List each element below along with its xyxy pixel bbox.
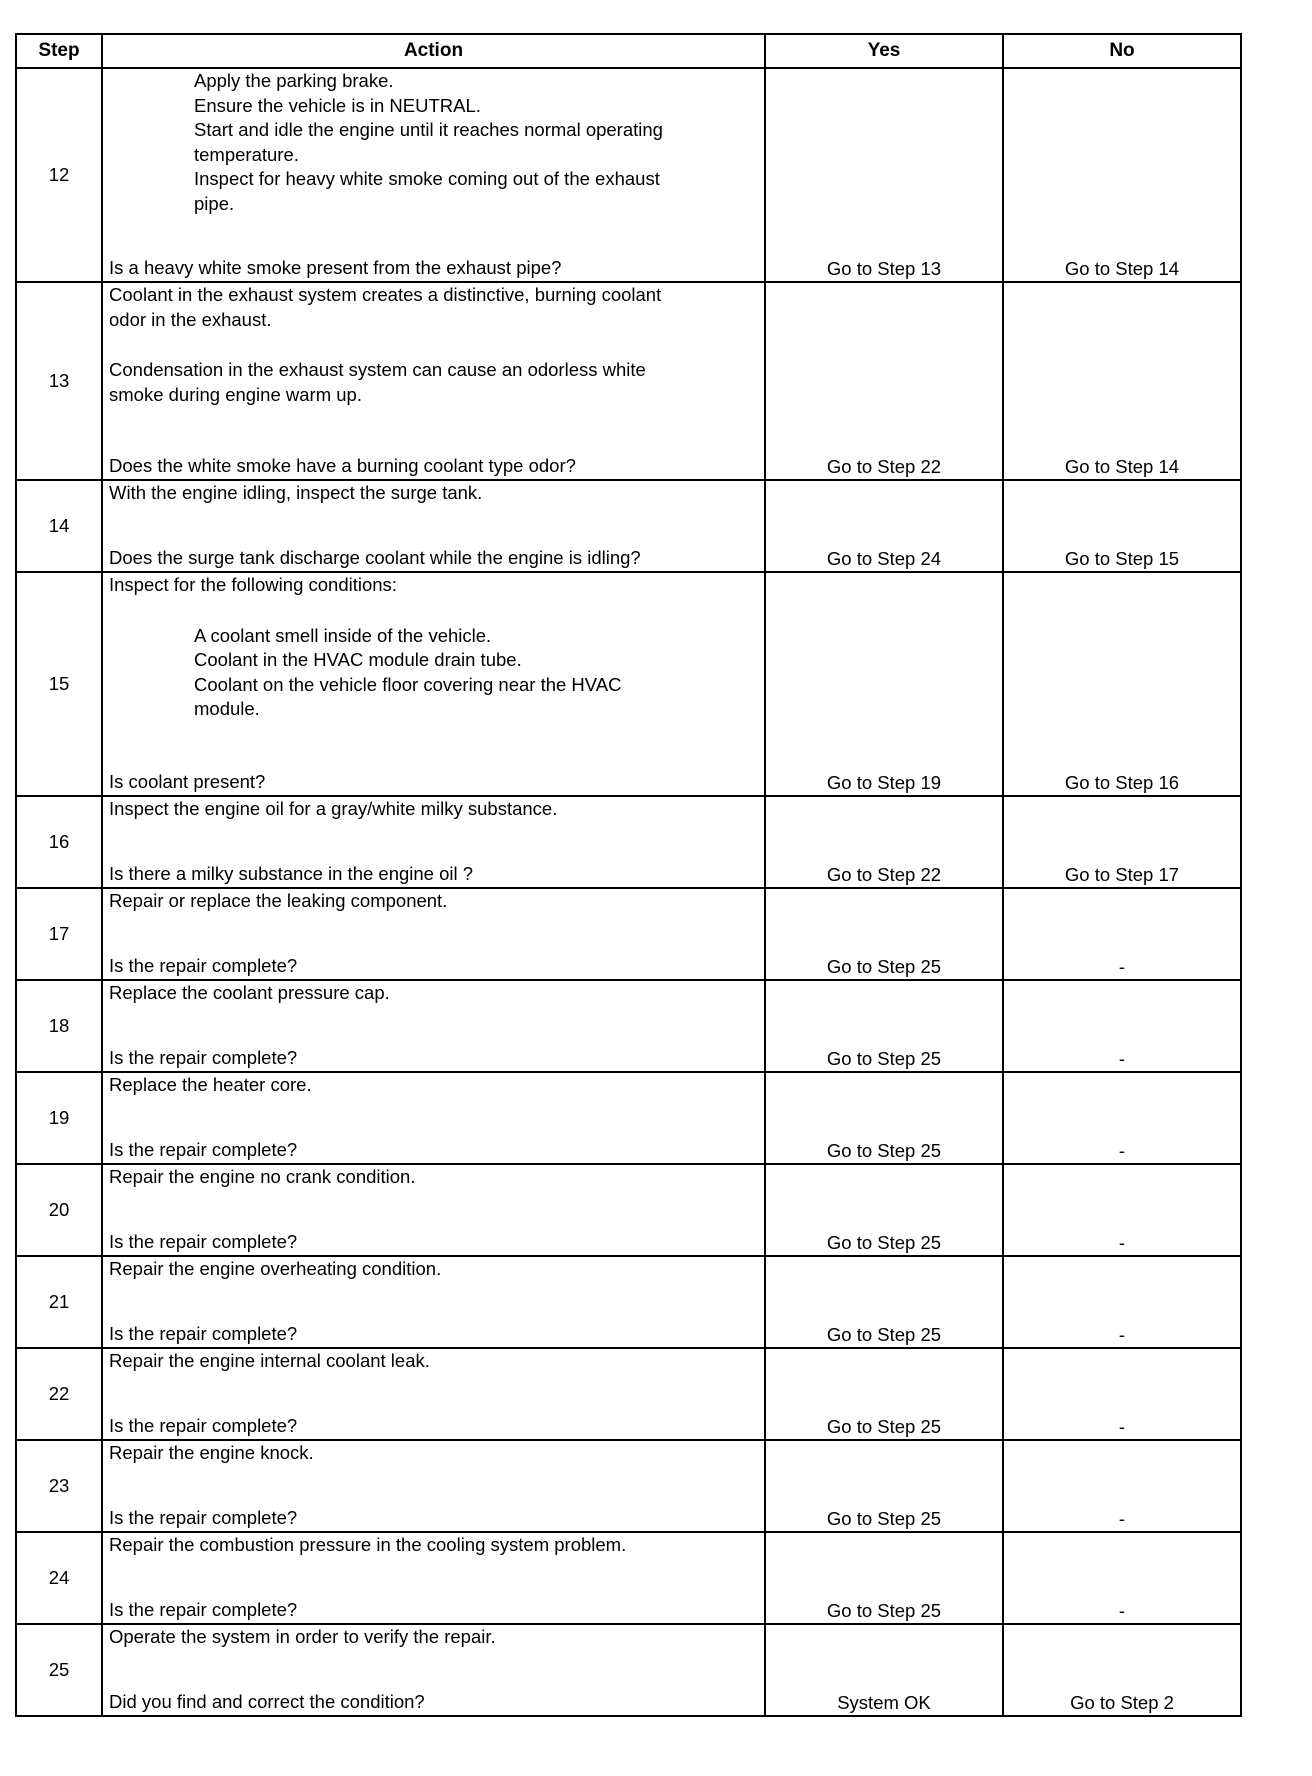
yes-result: Go to Step 25 <box>765 1256 1003 1348</box>
no-result: - <box>1003 1164 1241 1256</box>
action-line: temperature. <box>194 143 299 165</box>
action-content <box>103 283 764 478</box>
action-question: Is a heavy white smoke present from the exhaust pipe? <box>109 256 562 278</box>
no-result: - <box>1003 1532 1241 1624</box>
table-row <box>16 282 1241 480</box>
action-question: Is the repair complete? <box>109 1230 298 1252</box>
action-content <box>103 1349 764 1438</box>
yes-result: Go to Step 13 <box>765 68 1003 282</box>
action-line: pipe. <box>194 192 235 214</box>
action-line: Coolant in the exhaust system creates a distinctive, burning coolant <box>109 284 662 305</box>
action-cell <box>102 1532 765 1624</box>
action-line: Inspect the engine oil for a gray/white milky substance. <box>109 798 558 819</box>
action-cell <box>102 68 765 282</box>
yes-result: Go to Step 25 <box>765 1164 1003 1256</box>
no-result: - <box>1003 1440 1241 1532</box>
table-row <box>16 480 1241 572</box>
yes-result: Go to Step 25 <box>765 980 1003 1072</box>
action-cell <box>102 1072 765 1164</box>
action-cell <box>102 980 765 1072</box>
action-line: Repair or replace the leaking component. <box>109 890 448 911</box>
action-line: Apply the parking brake. <box>194 70 394 91</box>
action-question: Did you find and correct the condition? <box>109 1690 425 1712</box>
action-content <box>103 1533 764 1622</box>
action-line: Repair the engine no crank condition. <box>109 1166 416 1187</box>
action-cell <box>102 1348 765 1440</box>
action-content <box>103 797 764 886</box>
action-line: Replace the coolant pressure cap. <box>109 982 390 1003</box>
no-result: Go to Step 15 <box>1003 480 1241 572</box>
yes-result: Go to Step 19 <box>765 572 1003 796</box>
no-result: Go to Step 17 <box>1003 796 1241 888</box>
yes-result: Go to Step 25 <box>765 888 1003 980</box>
action-question: Is there a milky substance in the engine oil ? <box>109 862 474 884</box>
action-content <box>103 1073 764 1162</box>
action-line: Repair the combustion pressure in the cooling system problem. <box>109 1534 627 1555</box>
step-number: 22 <box>16 1348 102 1440</box>
action-content <box>103 1257 764 1346</box>
action-cell <box>102 572 765 796</box>
action-cell <box>102 796 765 888</box>
header-action: Action <box>102 34 765 68</box>
action-line: Operate the system in order to verify the repair. <box>109 1626 496 1647</box>
header-step: Step <box>16 34 102 68</box>
action-line: odor in the exhaust. <box>109 308 272 330</box>
step-number: 25 <box>16 1624 102 1716</box>
action-content <box>103 573 764 794</box>
no-result: - <box>1003 888 1241 980</box>
action-line: smoke during engine warm up. <box>109 383 362 405</box>
action-question: Does the white smoke have a burning coolant type odor? <box>109 454 576 476</box>
action-line: With the engine idling, inspect the surge tank. <box>109 482 483 503</box>
no-result: Go to Step 16 <box>1003 572 1241 796</box>
table-row <box>16 572 1241 796</box>
diagnostic-table <box>15 33 1242 1717</box>
action-line <box>103 598 764 600</box>
header-row <box>16 34 1241 68</box>
action-cell <box>102 1440 765 1532</box>
action-question: Is the repair complete? <box>109 954 298 976</box>
table-row <box>16 1164 1241 1256</box>
action-question: Is the repair complete? <box>109 1138 298 1160</box>
header-no: No <box>1003 34 1241 68</box>
action-content <box>103 1165 764 1254</box>
no-result: Go to Step 2 <box>1003 1624 1241 1716</box>
no-result: Go to Step 14 <box>1003 282 1241 480</box>
action-content <box>103 69 764 280</box>
action-cell <box>102 888 765 980</box>
action-question: Is the repair complete? <box>109 1506 298 1528</box>
action-content <box>103 1441 764 1530</box>
action-content <box>103 481 764 570</box>
table-row <box>16 1072 1241 1164</box>
table-row <box>16 1256 1241 1348</box>
action-question: Is the repair complete? <box>109 1322 298 1344</box>
action-line: Ensure the vehicle is in NEUTRAL. <box>194 94 481 116</box>
step-number: 14 <box>16 480 102 572</box>
step-number: 12 <box>16 68 102 282</box>
yes-result: Go to Step 24 <box>765 480 1003 572</box>
action-line <box>103 332 764 334</box>
yes-result: Go to Step 25 <box>765 1532 1003 1624</box>
yes-result: Go to Step 22 <box>765 796 1003 888</box>
table-row <box>16 888 1241 980</box>
step-number: 17 <box>16 888 102 980</box>
yes-result: System OK <box>765 1624 1003 1716</box>
yes-result: Go to Step 25 <box>765 1348 1003 1440</box>
action-line: Replace the heater core. <box>109 1074 312 1095</box>
action-cell <box>102 1256 765 1348</box>
action-question: Is the repair complete? <box>109 1414 298 1436</box>
action-content <box>103 981 764 1070</box>
table-row <box>16 980 1241 1072</box>
no-result: - <box>1003 1348 1241 1440</box>
action-line: Condensation in the exhaust system can cause an odorless white <box>109 359 646 380</box>
table-row <box>16 1348 1241 1440</box>
table-row <box>16 68 1241 282</box>
step-number: 23 <box>16 1440 102 1532</box>
action-line: Inspect for the following conditions: <box>109 574 397 595</box>
action-line: Inspect for heavy white smoke coming out of the exhaust <box>194 168 660 189</box>
table-row <box>16 1532 1241 1624</box>
no-result: Go to Step 14 <box>1003 68 1241 282</box>
yes-result: Go to Step 25 <box>765 1072 1003 1164</box>
table-row <box>16 1624 1241 1716</box>
action-line: Repair the engine overheating condition. <box>109 1258 442 1279</box>
table-row <box>16 796 1241 888</box>
action-line: Coolant on the vehicle floor covering near the HVAC <box>194 673 622 695</box>
no-result: - <box>1003 980 1241 1072</box>
step-number: 16 <box>16 796 102 888</box>
step-number: 24 <box>16 1532 102 1624</box>
action-cell <box>102 480 765 572</box>
action-line: Repair the engine knock. <box>109 1442 314 1463</box>
action-question: Is coolant present? <box>109 770 266 792</box>
step-number: 15 <box>16 572 102 796</box>
action-line: A coolant smell inside of the vehicle. <box>194 624 492 646</box>
action-cell <box>102 1624 765 1716</box>
yes-result: Go to Step 22 <box>765 282 1003 480</box>
action-line: Repair the engine internal coolant leak. <box>109 1350 430 1371</box>
action-question: Does the surge tank discharge coolant while the engine is idling? <box>109 546 641 568</box>
step-number: 18 <box>16 980 102 1072</box>
table-body <box>16 68 1241 1716</box>
table-row <box>16 1440 1241 1532</box>
yes-result: Go to Step 25 <box>765 1440 1003 1532</box>
step-number: 20 <box>16 1164 102 1256</box>
no-result: - <box>1003 1072 1241 1164</box>
action-cell <box>102 282 765 480</box>
no-result: - <box>1003 1256 1241 1348</box>
action-cell <box>102 1164 765 1256</box>
action-question: Is the repair complete? <box>109 1598 298 1620</box>
action-line: Start and idle the engine until it reaches normal operating <box>194 119 663 140</box>
action-content <box>103 889 764 978</box>
step-number: 13 <box>16 282 102 480</box>
header-yes: Yes <box>765 34 1003 68</box>
action-content <box>103 1625 764 1714</box>
step-number: 21 <box>16 1256 102 1348</box>
step-number: 19 <box>16 1072 102 1164</box>
action-question: Is the repair complete? <box>109 1046 298 1068</box>
action-line: module. <box>194 698 260 719</box>
action-line: Coolant in the HVAC module drain tube. <box>194 649 522 670</box>
